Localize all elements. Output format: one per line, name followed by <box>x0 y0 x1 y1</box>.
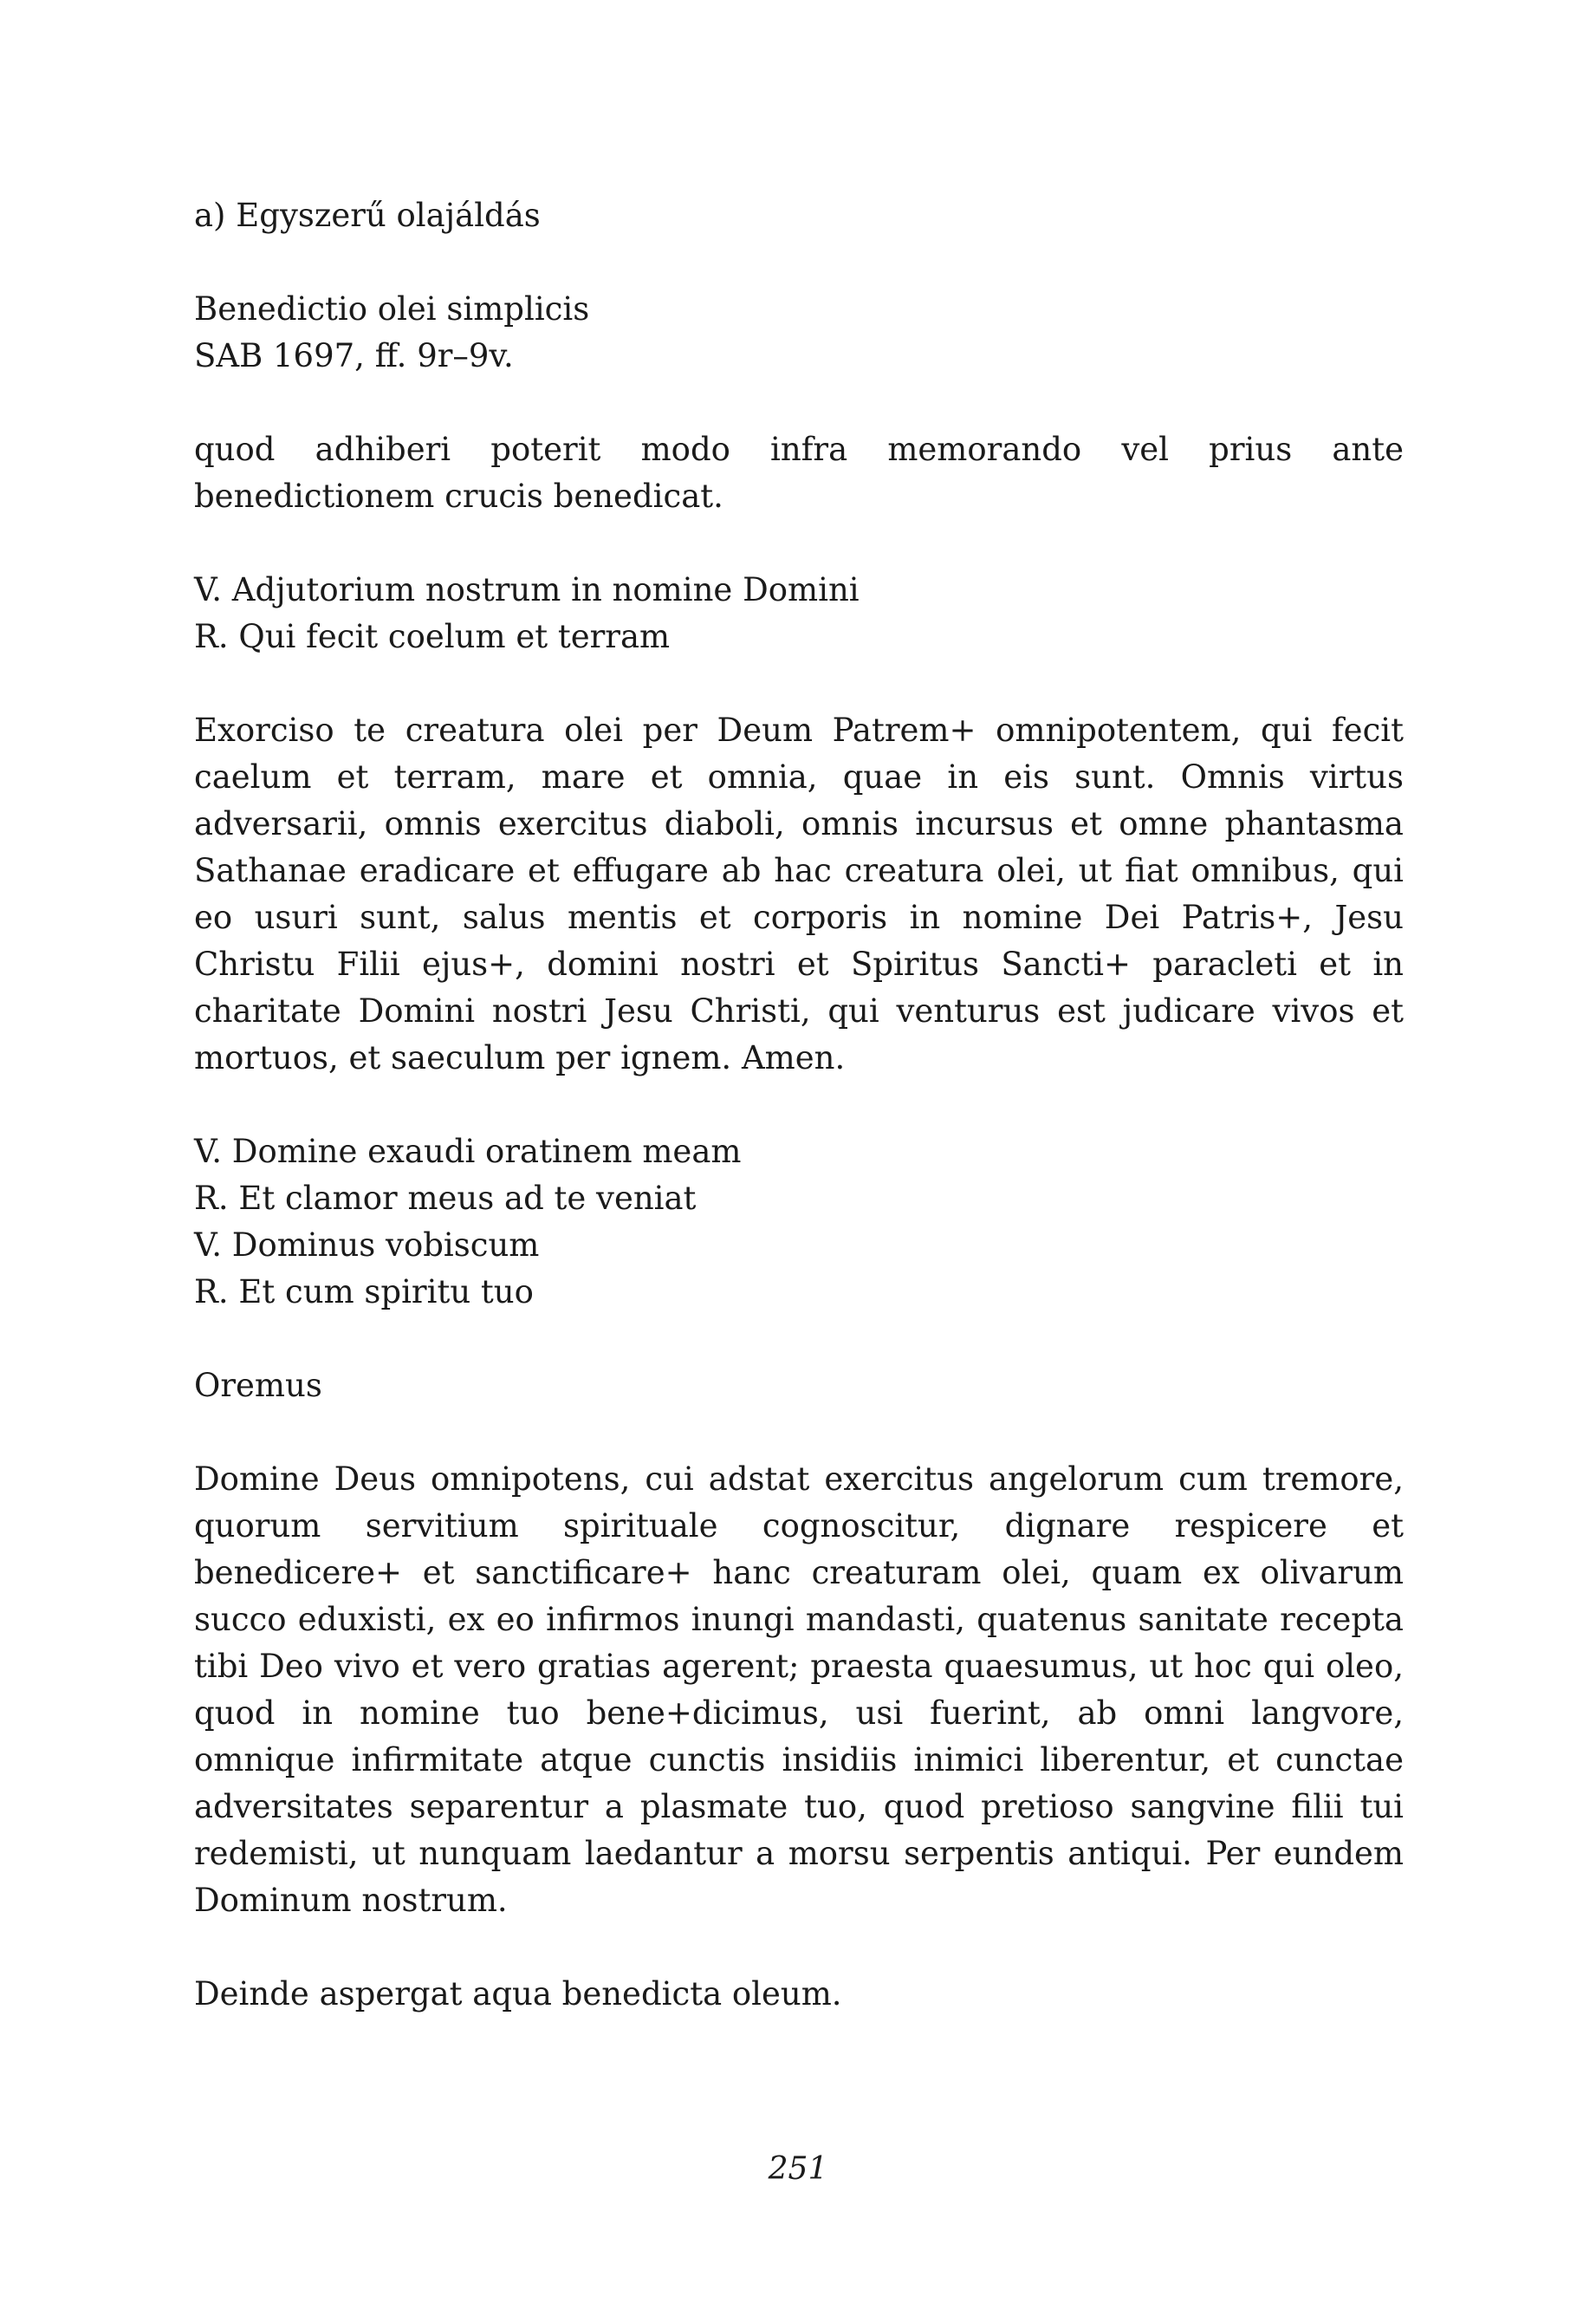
versicle-block-2 <box>194 1128 1404 1316</box>
main-text <box>194 192 1404 2065</box>
title-line: Benedictio olei simplicis <box>194 290 590 328</box>
oremus-line: Oremus <box>194 1367 322 1404</box>
prayer-paragraph: Domine Deus omnipotens, cui adstat exercitus angelorum cum tremore, quorum servitium spirituale cognoscitur, dignare respicere et benedicere+ et sanctificare+ hanc creaturam olei, quam ex olivarum succo eduxisti, ex eo infirmos inungi mandasti, quatenus sanitate recepta tibi Deo vivo et vero gratias agerent; praesta quaesumus, ut hoc qui oleo, quod in nomine tuo bene+dicimus, usi fuerint, ab omni langvore, omnique infirmitate atque cunctis insidiis inimici liberentur, et cunctae adversitates separentur a plasmate tuo, quod pretioso sangvine filii tui redemisti, ut nunquam laedantur a morsu serpentis antiqui. Per eundem Dominum nostrum. <box>194 1460 1404 1919</box>
versicle-line: V. Dominus vobiscum <box>194 1226 540 1264</box>
section-heading: a) Egyszerű olajáldás <box>194 197 541 234</box>
versicle-line: V. Domine exaudi oratinem meam <box>194 1133 742 1170</box>
exorcism-paragraph: Exorciso te creatura olei per Deum Patrem+ omnipotentem, qui fecit caelum et terram, mare et omnia, quae in eis sunt. Omnis virtus adversarii, omnis exercitus diaboli, omnis incursus et omne phantasma Sathanae eradicare et effugare ab hac creatura olei, ut fiat omnibus, qui eo usuri sunt, salus mentis et corporis in nomine Dei Patris+, Jesu Christu Filii ejus+, domini nostri et Spiritus Sancti+ paracleti et in charitate Domini nostri Jesu Christi, qui venturus est judicare vivos et mortuos, et saeculum per ignem. Amen. <box>194 712 1404 1076</box>
response-line: R. Qui fecit coelum et terram <box>194 618 671 655</box>
response-line: R. Et cum spiritu tuo <box>194 1273 534 1310</box>
response-line: R. Et clamor meus ad te veniat <box>194 1180 697 1217</box>
versicle-block-1 <box>194 567 1404 660</box>
closing-rubric: Deinde aspergat aqua benedicta oleum. <box>194 1975 842 2013</box>
intro-paragraph: quod adhiberi poterit modo infra memorando vel prius ante benedictionem crucis benedicat. <box>194 431 1404 515</box>
versicle-line: V. Adjutorium nostrum in nomine Domini <box>194 571 860 608</box>
source-reference: SAB 1697, ff. 9r–9v. <box>194 337 514 374</box>
title-block <box>194 286 1404 380</box>
page-number: 251 <box>768 2151 828 2187</box>
